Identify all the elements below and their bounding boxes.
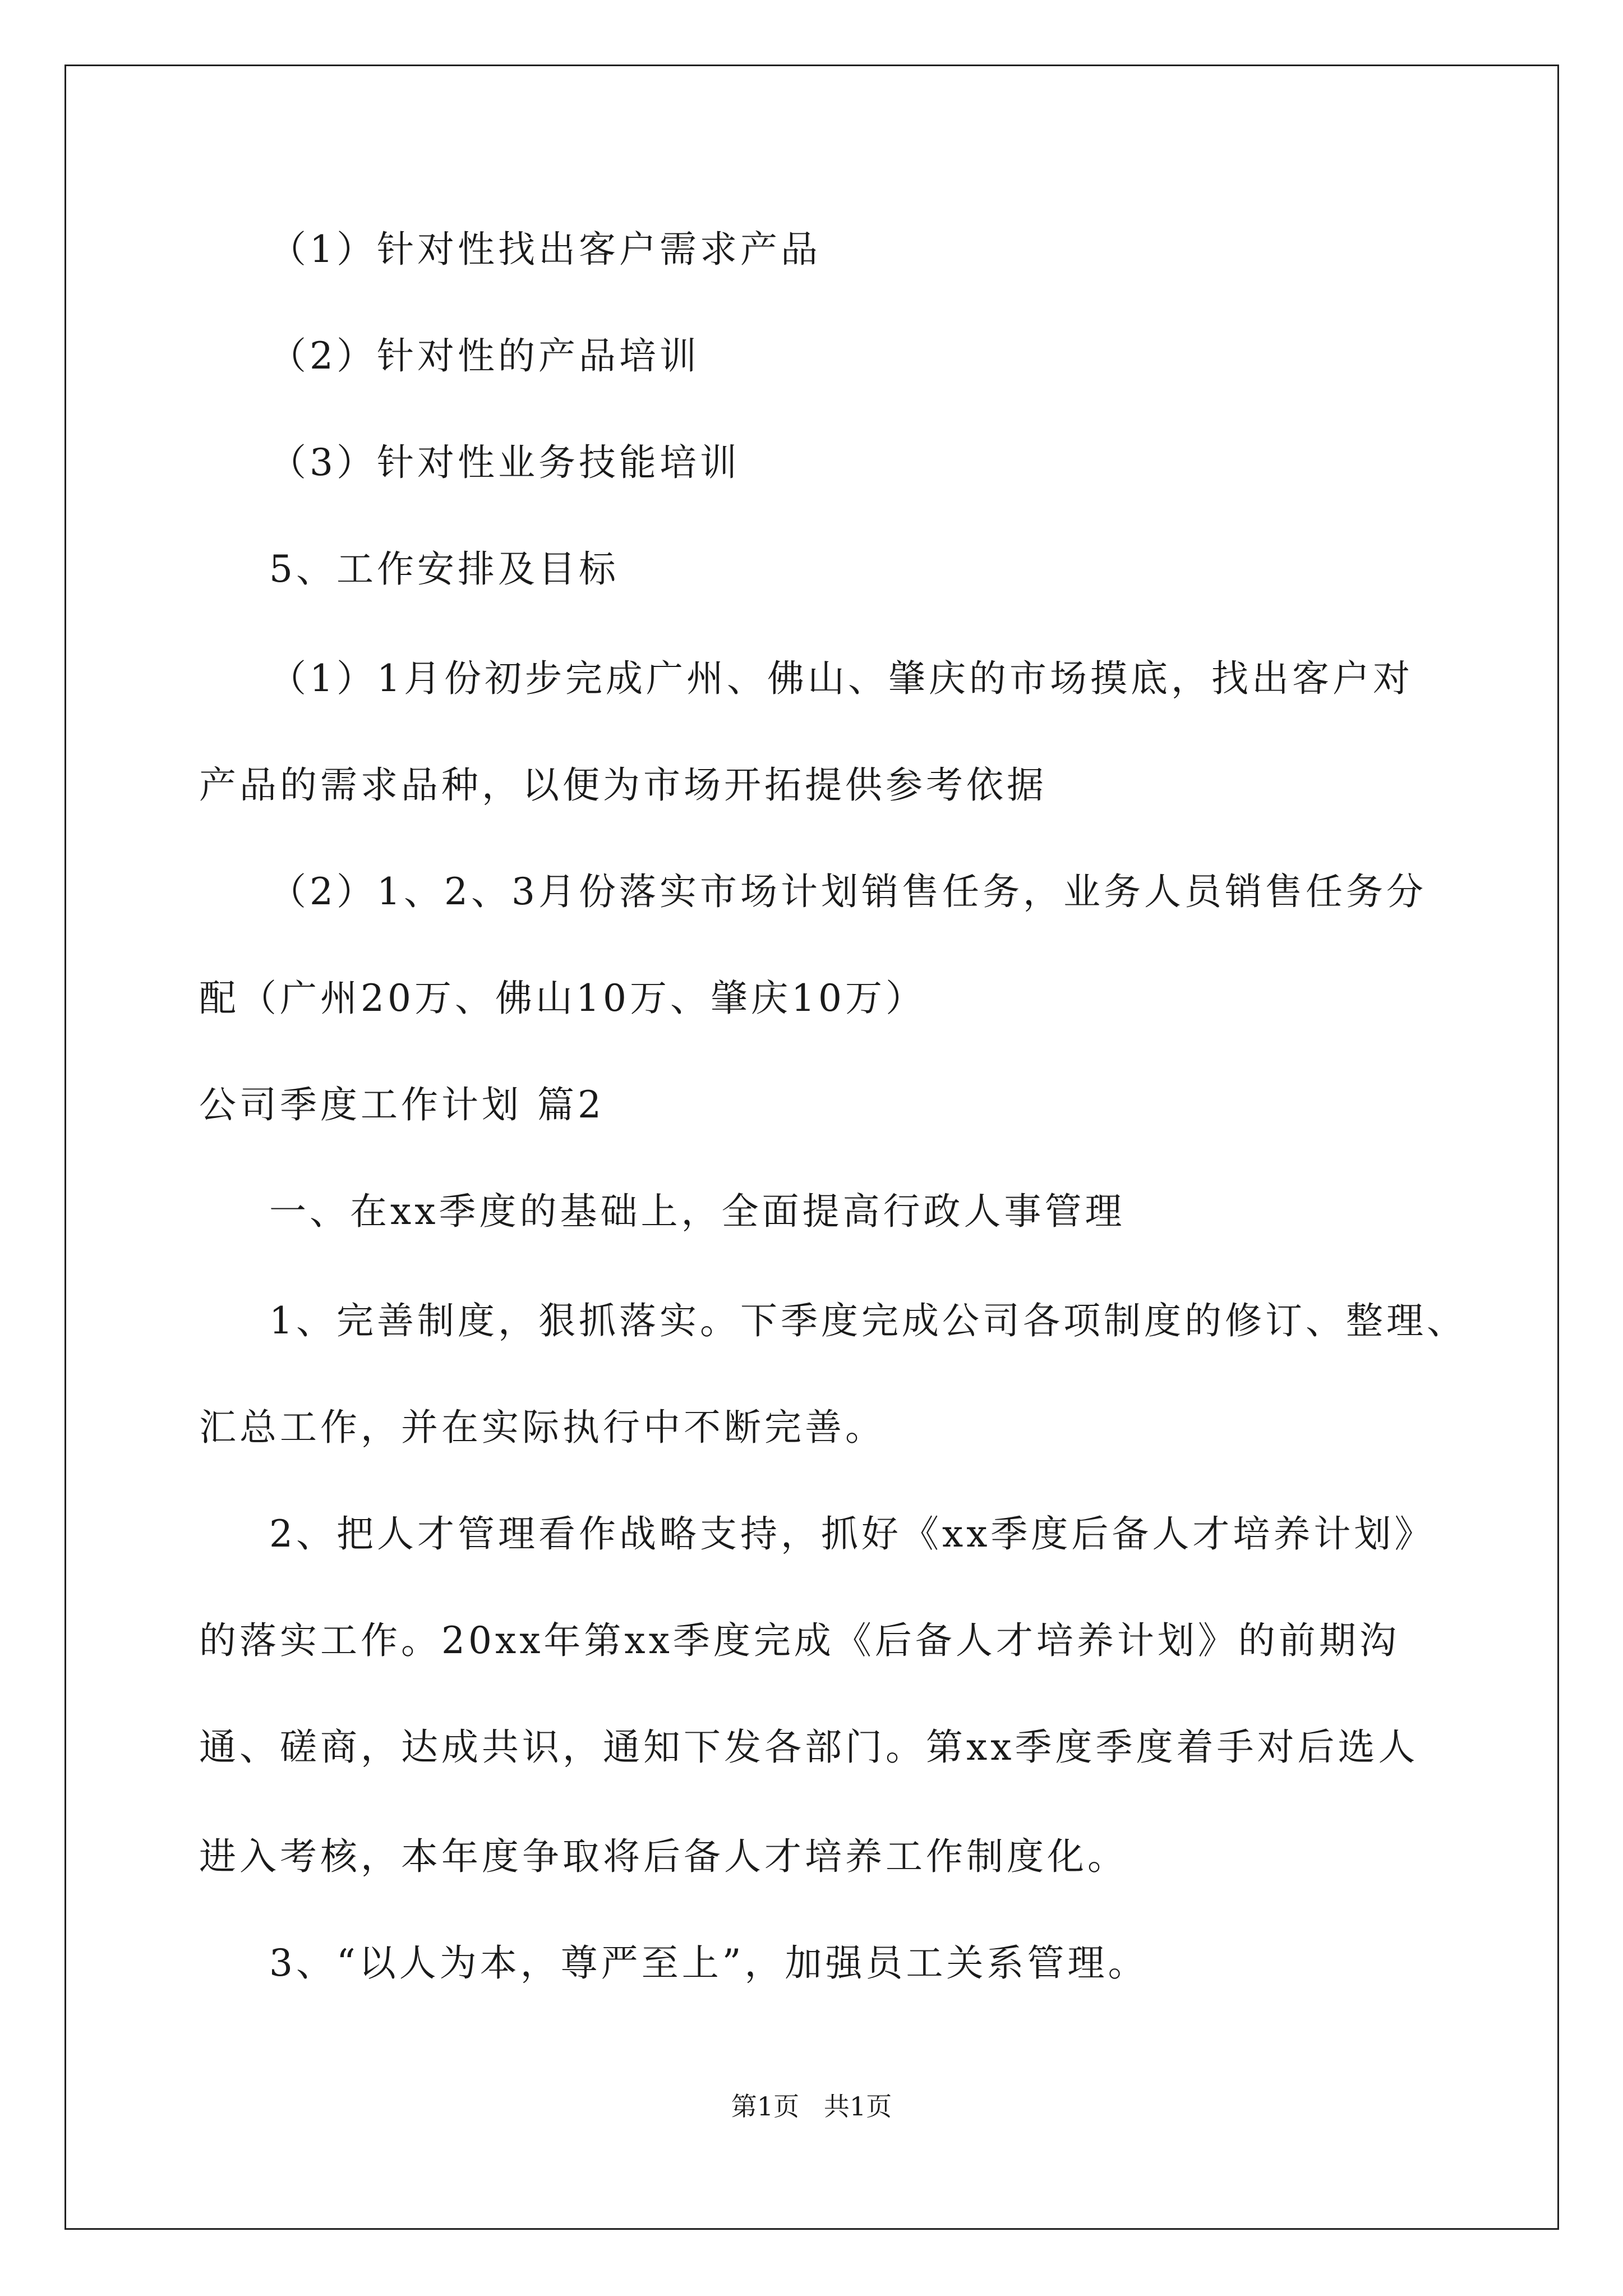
- paragraph-6-line-2: 配（广州20万、佛山10万、肇庆10万）: [199, 977, 926, 1020]
- section-heading-1: 一、在xx季度的基础上，全面提高行政人事管理: [269, 1190, 1126, 1233]
- paragraph-5-line-2: 产品的需求品种，以便为市场开拓提供参考依据: [199, 763, 1047, 807]
- page-footer: 第1页 共1页: [731, 2091, 892, 2122]
- paragraph-1-2-line-4: 进入考核，本年度争取将后备人才培养工作制度化。: [199, 1835, 1128, 1878]
- paragraph-3: （3）针对性业务技能培训: [269, 441, 740, 484]
- paragraph-1-2-line-2: 的落实工作。20xx年第xx季度完成《后备人才培养计划》的前期沟: [199, 1619, 1400, 1662]
- section-heading-5: 5、工作安排及目标: [269, 547, 619, 591]
- paragraph-2: （2）针对性的产品培训: [269, 334, 700, 378]
- paragraph-1-2-line-1: 2、把人才管理看作战略支持，抓好《xx季度后备人才培养计划》: [269, 1512, 1435, 1556]
- paragraph-1-2-line-3: 通、磋商，达成共识，通知下发各部门。第xx季度季度着手对后选人: [199, 1726, 1419, 1769]
- page-border: [64, 65, 1559, 2230]
- paragraph-5-line-1: （1）1月份初步完成广州、佛山、肇庆的市场摸底，找出客户对: [269, 657, 1413, 700]
- article-title: 公司季度工作计划 篇2: [199, 1083, 605, 1126]
- paragraph-1: （1）针对性找出客户需求产品: [269, 228, 821, 271]
- paragraph-1-3: 3、“以人为本，尊严至上”，加强员工关系管理。: [269, 1941, 1149, 1985]
- paragraph-1-1-line-2: 汇总工作，并在实际执行中不断完善。: [199, 1406, 886, 1449]
- paragraph-6-line-1: （2）1、2、3月份落实市场计划销售任务，业务人员销售任务分: [269, 870, 1427, 913]
- paragraph-1-1-line-1: 1、完善制度，狠抓落实。下季度完成公司各项制度的修订、整理、: [269, 1299, 1467, 1342]
